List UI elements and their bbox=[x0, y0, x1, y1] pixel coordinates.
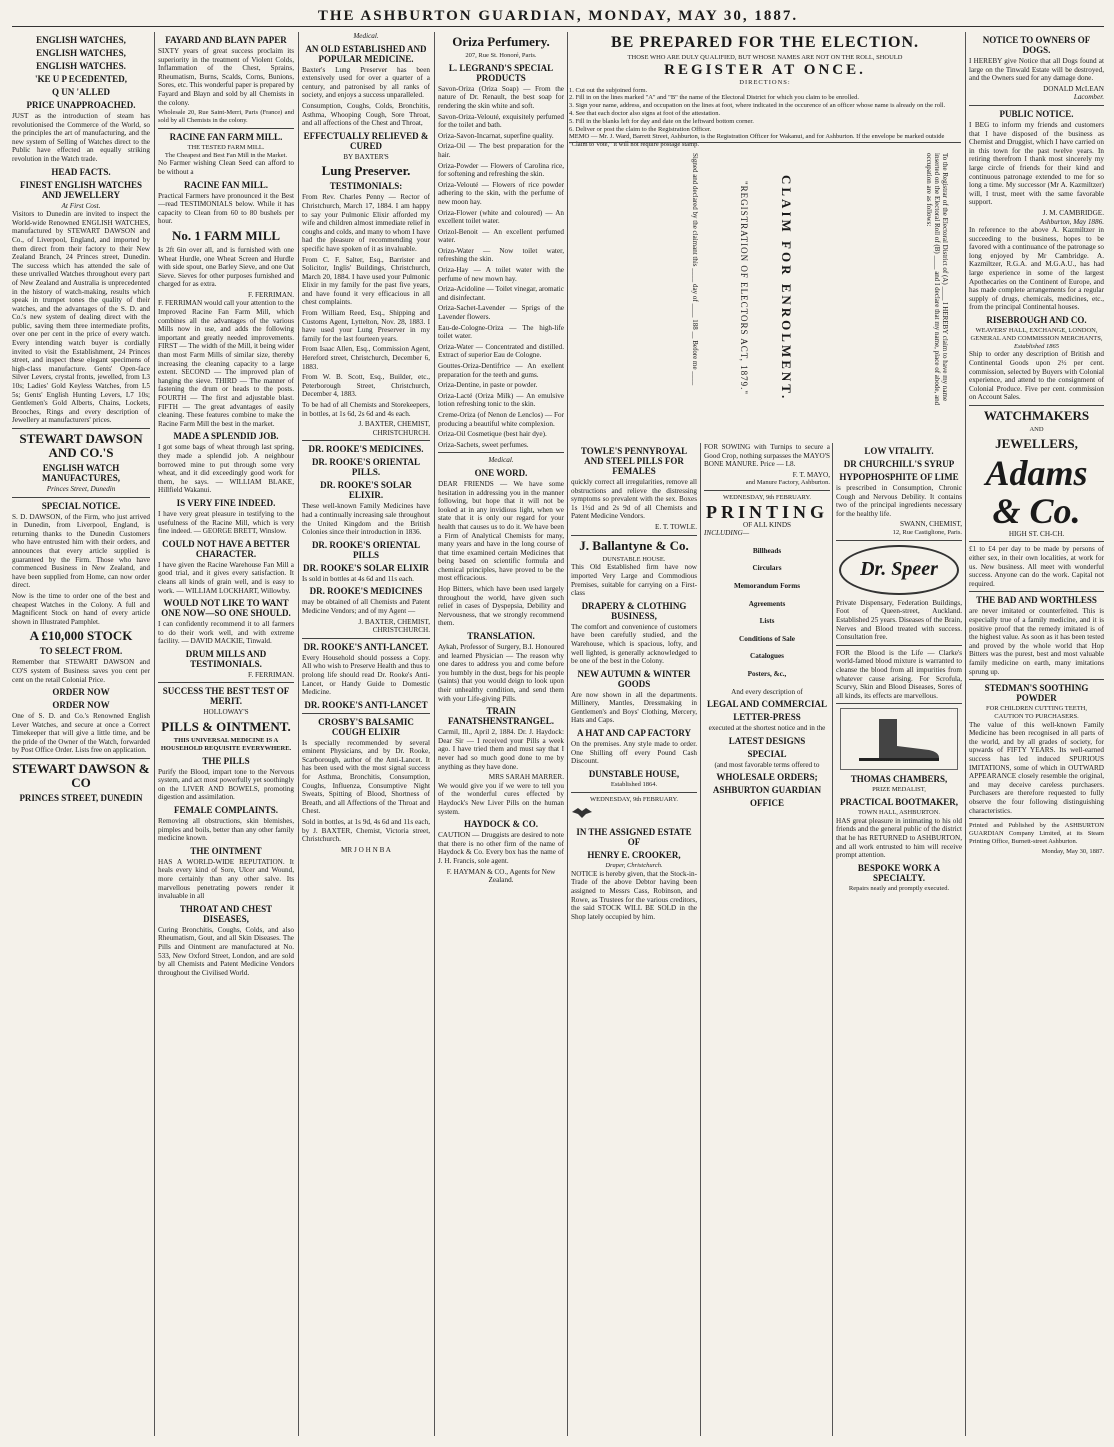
paragraph: I have very great pleasure in testifying to the usefulness of the Racine Mill, which is very fine indeed. — GEORGE BRETT, Winslow. bbox=[158, 509, 294, 536]
heading: STEWART DAWSON & CO bbox=[12, 761, 150, 791]
signature: and Manure Factory, Ashburton. bbox=[745, 479, 830, 487]
enrolment-form bbox=[569, 142, 961, 433]
form-attestation: Signed and declared by the claimant this ____ day of ____ 188 __ Before me ____ bbox=[691, 153, 699, 386]
paragraph: S. D. DAWSON, of the Firm, who just arrived in Dunedin, from Liverpool, England, is returning thanks to the Dunedin Customers who have entrusted him with their orders, and announces that every article supplied is guaranteed by the Firm. Those who have commenced Business in New Zealand, and have been supplied from Home, can now order direct. bbox=[12, 512, 150, 590]
paragraph: I have given the Racine Warehouse Fan Mill a good trial, and it gives every satisfaction. It cleans all kinds of grain well, and is easy to work. — WILLIAM LOCKHART, Willowby. bbox=[158, 560, 294, 595]
paragraph: Purify the Blood, impart tone to the Nervous system, and act most powerfully yet soothingly on the LIVER AND BOWELS, promoting digestion and assimilation. bbox=[158, 767, 294, 802]
heading: DR. ROOKE'S ANTI-LANCET. bbox=[303, 641, 429, 652]
heading: STEWART DAWSON AND CO.'S bbox=[19, 431, 143, 460]
paragraph: is prescribed in Consumption, Chronic Cough and Nervous Debility. It contains two of the principal ingredients necessary for the healthy life. bbox=[836, 484, 962, 518]
product-item: Oriza-Powder — Flowers of Carolina rice, for softening and refreshing the skin. bbox=[438, 161, 564, 179]
paragraph: Aykah, Professor of Surgery, B.I. Honoured and learned Physician — The reason why one dares to address you and come before you humbly in the dust, begs for his people (saints) that you would deign to look upon their unhealthy condition, and send them with your Life-giving Pills. bbox=[438, 643, 564, 703]
paragraph: CAUTION — Druggists are desired to note that there is no other firm of the name of Haydock & Co. Every box has the name of J. H. Francis, sole agent. bbox=[438, 831, 564, 865]
column-perfumery bbox=[438, 32, 564, 1436]
direction-step: 2. Fill in on the lines marked "A" and "B" the name of the Electoral District for which you claim to be enrolled. bbox=[569, 94, 860, 102]
subheading: WEAVERS' HALL, EXCHANGE, LONDON, bbox=[975, 327, 1098, 335]
heading: MADE A SPLENDID JOB. bbox=[173, 431, 279, 442]
heading: AN OLD ESTABLISHED AND POPULAR MEDICINE. bbox=[305, 43, 427, 64]
paragraph: Now is the time to order one of the best and cheapest Watches in the Colony. A full and Magnificent Stock on hand of every article shown in Illustrated Pamphlet. bbox=[12, 591, 150, 626]
election-title: BE PREPARED FOR THE ELECTION. bbox=[610, 34, 919, 51]
paragraph: I HEREBY give Notice that all Dogs found at large on the Tinwald Estate will be destroyed, and the Owners sued for any damage done. bbox=[969, 57, 1104, 83]
subheading: THIS UNIVERSAL MEDICINE IS A HOUSEHOLD REQUISITE EVERYWHERE. bbox=[160, 737, 292, 752]
heading: CROSBY'S BALSAMIC COUGH ELIXIR bbox=[318, 716, 414, 737]
subheading: Draper, Christchurch. bbox=[605, 862, 663, 870]
heading: DR. ROOKE'S SOLAR ELIXIR bbox=[302, 562, 430, 573]
imprint-date: Monday, May 30, 1887. bbox=[1041, 847, 1104, 855]
printing-kind: Catalogues bbox=[750, 652, 784, 661]
adams-logo: Adams & Co. bbox=[985, 452, 1088, 531]
product-item: Oriza-Oil — The best preparation for the hair. bbox=[438, 142, 564, 159]
subheading: TESTIMONIALS: bbox=[329, 181, 403, 192]
product-item: Eau-de-Cologne-Oriza — The high-life toilet water. bbox=[438, 323, 564, 341]
heading: ORDER NOW bbox=[52, 700, 110, 711]
heading: ENGLISH WATCHES, bbox=[36, 48, 126, 58]
subheading: THE PILLS bbox=[202, 755, 250, 766]
subheading: THE TESTED FARM MILL. bbox=[187, 143, 265, 151]
column-watches bbox=[12, 32, 150, 1436]
subheading: 'KE U P ECEDENTED, bbox=[34, 74, 128, 84]
paragraph: £1 to £4 per day to be made by persons of either sex, in their own localities, at work for us. New business. All meet with wonderful success. Anyone can do the work. Capital not required. bbox=[969, 545, 1104, 588]
paragraph: Is sold in bottles at 4s 6d and 11s each. bbox=[302, 574, 414, 583]
heading: ENGLISH WATCHES, bbox=[36, 35, 126, 45]
subheading: BY BAXTER'S bbox=[343, 152, 389, 161]
signature: F. FERRIMAN. bbox=[248, 670, 294, 679]
paragraph: These well-known Family Medicines have had a continually increasing sale throughout the United Kingdom and the British Colonies since their introduction in 1836. bbox=[302, 502, 430, 537]
paragraph: Visitors to Dunedin are invited to inspect the World-wide Renowned ENGLISH WATCHES, manufactured by STEWART DAWSON and Co., of Liverpool, England, and imported by them direct from their factory to their New Zealand Branch, 24 Princes street, Dunedin. The success which has attended the sale of these unrivalled Watches throughout every part of New Zealand and Australia is unprecedented in the history of watch-making, results which speak in trumpet tones the quality of their watches, and the advantages of the S. D. and Co.'s new system of dealing direct with the public, saving them three intermediate profits, over one per cent in the price of every watch. Every intending watch buyer is cordially invited to visit the Establishment, 24 Princes street, and inspect these elegant specimens of high-class manufacture. Gents' Open-face Silver Levers, crystal fronts, jewelled, from L3 10s; Ladies' Gold Keyless Watches, from L5 5s; Gents' English Hunting Levers, L7 10s; Gentlemen's Gold Alberts, Chains, Lockets, Brooches, Rings and every description of Jewellery at manufacturers' prices. bbox=[12, 210, 150, 425]
column-farm-mill bbox=[158, 32, 294, 1436]
printing-kind: Billheads bbox=[752, 546, 782, 555]
heading: ORDER NOW bbox=[52, 687, 110, 698]
line: LETTER-PRESS bbox=[733, 712, 801, 723]
heading: RACINE FAN MILL. bbox=[183, 179, 269, 190]
paragraph: SIXTY years of great success proclaim its superiority in the treatment of Violent Colds, Inflammation of the Chest, Sprains, Rheumatism, Burns, Scalds, Corns, Bunions, Sores, etc. This wonderful paper is prepared by Fayard and Blayn and sold by all Chemists in the colony. bbox=[158, 47, 294, 107]
date-line: WEDNESDAY, 9th FEBRUARY. bbox=[722, 494, 811, 502]
signature: MR J O H N B A bbox=[341, 845, 391, 854]
printing-heading: PRINTING bbox=[705, 501, 828, 522]
line: And every description of bbox=[731, 687, 803, 696]
address: HIGH ST. CH-CH. bbox=[1008, 529, 1065, 538]
subheading: PRICE UNAPPROACHED. bbox=[26, 100, 136, 110]
line: LATEST DESIGNS bbox=[728, 735, 806, 746]
paragraph: To be had of all Chemists and Storekeepers, in bottles, at 1s 6d, 2s 6d and 4s each. bbox=[302, 401, 430, 418]
heading: FINEST ENGLISH WATCHES AND JEWELLERY bbox=[19, 179, 143, 200]
paragraph: may be obtained of all Chemists and Patent Medicine Vendors; and of my Agent — bbox=[302, 598, 430, 615]
printing-kind: Lists bbox=[759, 617, 775, 626]
heading: A HAT AND CAP FACTORY bbox=[576, 728, 692, 739]
heading: TRAIN FANATSHENSTRANGEL. bbox=[448, 706, 554, 727]
paragraph: No Farmer wishing Clean Seed can afford to be without a bbox=[158, 159, 294, 176]
product-list bbox=[438, 85, 564, 450]
paragraph: Is specially recommended by several eminent Physicians, and by Dr. Rooke, Scarborough, author of the Anti-Lancet. It has been used with the most signal success for Asthma, Bronchitis, Consumption, Coughs, Influenza, Consumptive Night Sweats, Spitting of Blood, Shortness of Breath, and all Affections of the Throat and Chest. bbox=[302, 738, 430, 816]
signature: 12, Rue Castiglione, Paris. bbox=[892, 528, 962, 536]
heading: IN THE ASSIGNED ESTATE OF bbox=[576, 827, 692, 848]
signature: SWANN, CHEMIST, bbox=[900, 520, 962, 529]
column-drapery bbox=[571, 443, 697, 1436]
paragraph: I BEG to inform my friends and customers that I have disposed of the business as Chemist and Druggist, which I have carried on in this town for the past twelve years. In retiring therefrom I thank most sincerely my large circle of friends for their kind and continuous patronage extended to me for so long a time. My successor (Mr A. Kazmiltzer) will, I trust, meet with the same favorable support. bbox=[969, 120, 1104, 207]
subheading: THE OINTMENT bbox=[190, 845, 262, 856]
paragraph: From W. B. Scott, Esq., Builder, etc., Peterborough Street, Christchurch, December 4, 1883. bbox=[302, 373, 430, 399]
product-item: Oriza-Oil Cosmetique (best hair dye). bbox=[438, 430, 547, 439]
subheading: Repairs neatly and promptly executed. bbox=[848, 884, 950, 892]
boot-icon bbox=[849, 714, 949, 764]
heading: Lung Preserver. bbox=[321, 163, 411, 179]
paragraph: Hop Bitters, which have been used largely throughout the world, have given such relief in cases of Dyspepsia, Debility and Nervousness, that we strongly recommend them. bbox=[438, 585, 564, 628]
product-item: Orizo-Water — Now toilet water, refreshing the skin. bbox=[438, 246, 564, 264]
heading: ENGLISH WATCHES. bbox=[36, 61, 126, 71]
heading: DR. ROOKE'S ANTI-LANCET bbox=[304, 699, 428, 710]
directions-heading: DIRECTIONS: bbox=[739, 78, 791, 86]
newspaper-page bbox=[12, 8, 1104, 1440]
election-intro: THOSE WHO ARE DULY QUALIFIED, BUT WHOSE NAMES ARE NOT ON THE ROLL, SHOULD bbox=[627, 54, 903, 61]
paragraph: From C. F. Salter, Esq., Barrister and Solicitor, Inglis' Buildings, Christchurch, March 20, 1884. I have used your Pulmonic Elixir in my family for the past five years, and have found it very efficacious in all chest complaints. bbox=[302, 255, 430, 307]
direction-step: 1. Cut out the subjoined form. bbox=[569, 86, 648, 94]
direction-step: 5. Fill in the blanks left for day and date on the leftward bottom corner. bbox=[569, 117, 754, 125]
line: OFFICE bbox=[749, 798, 784, 809]
subheading: TO SELECT FROM. bbox=[39, 646, 123, 657]
subheading: Established 1864. bbox=[610, 780, 658, 788]
subheading: AND bbox=[1029, 425, 1044, 433]
form-subtitle: "REGISTRATION OF ELECTORS ACT, 1879." bbox=[739, 180, 749, 396]
heading: DRAPERY & CLOTHING BUSINESS, bbox=[581, 600, 687, 621]
line: SPECIAL bbox=[747, 748, 787, 759]
product-item: Oriza-Water — Concentrated and distilled. Extract of superior Eau de Cologne. bbox=[438, 342, 564, 360]
paragraph: Wholesale 20, Rue Saint-Merri, Paris (France) and sold by all Chemists in the colony. bbox=[158, 109, 294, 124]
heading: WOULD NOT LIKE TO WANT ONE NOW—SO ONE SHOULD. bbox=[161, 598, 291, 619]
paragraph: HAS great pleasure in intimating to his old friends and the general public of the district that he has RETURNED to ASHBURTON, and all work entrusted to him will receive prompt attention. bbox=[836, 816, 962, 860]
direction-step: 3. Sign your name, address, and occupation on the lines at foot, where indicated in the occurence of an officer whose name is already on the roll. bbox=[569, 102, 946, 110]
paragraph: Private Dispensary, Federation Buildings, Foot of Queen-street, Auckland. Established 25 years. Diseases of the Brain, Nerves and Blood treated with success. Consultation free. bbox=[836, 598, 962, 642]
signature: F. FERRIMAN. bbox=[248, 290, 294, 299]
paragraph: Are now shown in all the departments. Millinery, Mantles, Dressmaking in Gentlemen's and Boys' Clothing, Mercery, Hats and Caps. bbox=[571, 690, 697, 725]
election-notice bbox=[569, 32, 961, 437]
paragraph: Sold in bottles, at 1s 9d, 4s 6d and 11s each, by J. BAXTER, Chemist, Victoria street, Christchurch. bbox=[302, 818, 430, 844]
paragraph: DEAR FRIENDS — We have some hesitation in addressing you in the manner following, but hope that it will not be looked at in any invidious light, when we state that it is only our regard for your health that causes us to do it. We have been a Firm of Analytical Chemists for many, many years and have in the long course of that time examined certain Medicines that being based on scientific formula and chemical principles, have proved to be the most efficacious. bbox=[438, 479, 564, 583]
heading: DR CHURCHILL'S SYRUP bbox=[843, 459, 955, 469]
masthead: THE ASHBURTON GUARDIAN, MONDAY, MAY 30, 1887. bbox=[12, 8, 1104, 27]
address: Princes Street, Dunedin bbox=[46, 485, 116, 493]
paragraph: JUST as the introduction of steam has revolutionised the Commerce of the World, so the principles the art of manufacturing, and the new system of Selling of Watches direct to the Public have effected an equally striking revolution in the Watch trade. bbox=[12, 112, 150, 163]
paragraph: are never imitated or counterfeited. This is especially true of a family medicine, and it is positive proof that the remedy imitated is of the highest value. As soon as it has been tested and proved by the whole world that Hop Bitters was the purest, best and most valuable family medicine on earth, many imitations sprung up. bbox=[969, 607, 1104, 676]
heading: DR. ROOKE'S MEDICINES. bbox=[308, 444, 424, 455]
subheading: DUNSTABLE HOUSE. bbox=[602, 555, 666, 563]
paragraph: FOR the Blood is the Life — Clarke's world-famed blood mixture is warranted to cleanse the blood from all impurities from whatever cause arising. For Scrofula, Scurvy, Skin and Blood Diseases, Sores of all kinds, its effects are marvellous. bbox=[836, 648, 962, 700]
signature: DONALD McLEAN bbox=[1043, 84, 1104, 93]
paragraph: From Rev. Charles Penny — Rector of Christchurch, March 17, 1884. I am happy to say your Pulmonic Elixir afforded my wife and children almost immediate relief in coughs and colds, and many to whom I have had the pleasure of recommending your specific have spoken of it as invaluable. bbox=[302, 193, 430, 253]
paragraph: Baxter's Lung Preserver has been extensively used for over a quarter of a century, and patronised by all ranks of society, and enjoys a success unparalleled. bbox=[302, 65, 430, 100]
signature: Ashburton, May 1886. bbox=[1039, 217, 1104, 226]
paragraph: Removing all obstructions, skin blemishes, pimples and boils, better than any other family medicine known. bbox=[158, 817, 294, 843]
signature: E. T. TOWLE. bbox=[655, 522, 697, 531]
subheading: FEMALE COMPLAINTS. bbox=[173, 805, 278, 816]
printing-kind: Conditions of Sale bbox=[739, 634, 795, 643]
line: WHOLESALE ORDERS; bbox=[716, 772, 818, 783]
subheading: Established 1865 bbox=[1014, 342, 1059, 350]
heading: DR. ROOKE'S ORIENTAL PILLS bbox=[311, 539, 421, 560]
subheading: FOR CHILDREN CUTTING TEETH, bbox=[986, 705, 1087, 713]
product-item: Oriza-Savon-Incarnat, superfine quality. bbox=[438, 131, 554, 140]
paragraph: Practical Farmers have pronounced it the Best—read TESTIMONIALS below. While it has capacity to Clean from 60 to 80 bushels per hour. bbox=[158, 191, 294, 226]
product-item: Oriza-Flower (white and coloured) — An excellent toilet water. bbox=[438, 208, 564, 226]
product-item: Orizol-Benoit — An excellent perfumed water. bbox=[438, 227, 564, 245]
subheading: Q UN 'ALLED bbox=[51, 87, 110, 97]
subheading: OF ALL KINDS bbox=[742, 520, 792, 529]
address: 207, Rue St. Honoré, Paris. bbox=[465, 52, 537, 59]
heading: TOWLE'S PENNYROYAL AND STEEL PILLS FOR FEMALES bbox=[580, 446, 688, 476]
column-low-vitality bbox=[836, 443, 962, 1436]
heading: SPECIAL NOTICE. bbox=[41, 500, 121, 511]
heading: WATCHMAKERS bbox=[983, 407, 1090, 423]
register-heading: REGISTER AT ONCE. bbox=[664, 61, 866, 78]
heading: FAYARD AND BLAYN PAPER bbox=[165, 35, 287, 45]
product-item: Savon-Oriza (Oriza Soap) — From the nature of Dr. Renault, the best soap for rendering the skin white and soft. bbox=[438, 84, 564, 110]
paragraph: quickly correct all irregularities, remove all obstructions and relieve the distressing symptoms so prevalent with the sex. Boxes 1s 1½d and 2s 9d of all Chemists and Patent Medicine Vendors. bbox=[571, 478, 697, 521]
heading: Oriza Perfumery. bbox=[452, 34, 550, 49]
paragraph: Ship to order any description of British and Continental Goods upon 2½ per cent. commission, selected by Buyers with Colonial experience, and attend to the consignment of Colonial Produce. Five per cent. commission on Account Sales. bbox=[969, 350, 1104, 402]
heading: IS VERY FINE INDEED. bbox=[176, 497, 276, 508]
printing-kind: Memorandum Forms bbox=[733, 581, 801, 590]
heading: THE BAD AND WORTHLESS bbox=[976, 595, 1097, 606]
printing-kind: Posters, &c., bbox=[747, 669, 787, 678]
bootmaker-illustration bbox=[840, 708, 958, 770]
paragraph: This Old Established firm have now imported Very Large and Commodious Premises, suitable for carrying on a First-class bbox=[571, 563, 697, 598]
heading: BESPOKE WORK A SPECIALTY. bbox=[857, 862, 941, 883]
heading: J. Ballantyne & Co. bbox=[579, 537, 689, 553]
paragraph: Carmil, Ill., April 2, 1884. Dr. J. Haydock: Dear Sir — I received your Pills a week ago. I have tried them and must say that I never had so much good done to me by anything as they have done. bbox=[438, 728, 564, 771]
memo: MEMO — Mr. J. Ward, Barrett Street, Ashburton, is the Registration Officer for Wakanui, and for Ashburton. If the envelope be marked outside "Claim to Vote," it will not require postage stamp. bbox=[569, 133, 945, 149]
heading: NEW AUTUMN & WINTER GOODS bbox=[577, 668, 691, 689]
paragraph: Every Household should possess a Copy. All who wish to Preserve Health and thus to prolong life should read Dr. Rooke's Anti-Lancet, or Handy Guide to Domestic Medicine. bbox=[302, 653, 430, 697]
column-notices bbox=[969, 32, 1104, 1436]
product-item: Oriza-Sachets, sweet perfumes. bbox=[438, 440, 529, 449]
section-label: Medical. bbox=[353, 32, 379, 40]
paragraph: One of S. D. and Co.'s Renowned English Lever Watches, and secure at once a Correct Timekeeper that will give a little time, and be the pride of the Owner of the Watch, forwarded by Post Office Order. Lists free on application. bbox=[12, 712, 150, 755]
signature: MRS SARAH MARRER. bbox=[488, 773, 564, 782]
paragraph: Consumption, Coughs, Colds, Bronchitis, Asthma, Whooping Cough, Sore Throat, and all affections of the Chest and Throat, bbox=[302, 101, 430, 128]
paragraph: In reference to the above A. Kazmiltzer in succeeding to the business, hopes to be favored with a continuance of the patronage so long enjoyed by Mr Cambridge. A. Kazmiltzer, R.G.A. and M.G.A.U., has had large experience in some of the largest Apothecaries on the Continent of Europe, and has made complete arrangements for a regular supply of drugs, chemicals, medicines, etc., from the principal Continental houses. bbox=[969, 226, 1104, 312]
heading: COULD NOT HAVE A BETTER CHARACTER. bbox=[162, 538, 290, 559]
heading: SUCCESS THE BEST TEST OF MERIT. bbox=[162, 686, 290, 707]
paragraph: From William Reed, Esq., Shipping and Customs Agent, Lyttelton, Nov. 28, 1883. I have used your Lung Preserver in my family for the last fourteen years. bbox=[302, 309, 430, 343]
eagle-icon bbox=[571, 805, 593, 819]
heading: No. 1 FARM MILL bbox=[171, 227, 281, 243]
directions-list bbox=[569, 87, 961, 134]
address: PRINCES STREET, DUNEDIN bbox=[19, 793, 143, 804]
subheading: THROAT AND CHEST DISEASES, bbox=[179, 903, 273, 924]
paragraph: Is 2ft 6in over all, and is furnished with one Wheat Hurdle, one Wheat Screen and Hurdle with side spout, one Barley Sieve, and one Oat Sieve. Sieves for other purposes furnished and charged for as extra. bbox=[158, 245, 294, 289]
heading: THOMAS CHAMBERS, bbox=[850, 774, 948, 785]
line: ASHBURTON GUARDIAN bbox=[712, 785, 822, 796]
paragraph: HAS A WORLD-WIDE REPUTATION. It heals every kind of Sore, Ulcer and Wound, more certainly than any other salve. Its marvellous penetrating powers render it invaluable in all bbox=[158, 857, 294, 901]
product-item: Oriza-Acidoline — Toilet vinegar, aromatic and disinfectant. bbox=[438, 285, 564, 302]
heading: PUBLIC NOTICE. bbox=[999, 108, 1074, 119]
heading: DRUM MILLS AND TESTIMONIALS. bbox=[185, 648, 267, 669]
form-claim: To the Registrar of the Electoral District of (A) ____ I HEREBY claim to have my name inserted on the Electoral Roll of (B) ____ and I declare that my name, place of abode, and occupation are as follows: bbox=[925, 153, 949, 406]
subheading: PRIZE MEDALIST, bbox=[872, 786, 926, 794]
heading: DR. ROOKE'S SOLAR ELIXIR. bbox=[320, 480, 412, 501]
paragraph: On the premises. Any style made to order. One Shilling off every Pound Cash Discount. bbox=[571, 740, 697, 766]
product-item: Oriza-Velouté — Flowers of rice powder adhering to the skin, with the perfume of new moon hay. bbox=[438, 180, 564, 206]
line: LEGAL AND COMMERCIAL bbox=[706, 699, 827, 710]
subheading: INCLUDING— bbox=[704, 529, 750, 538]
paragraph: NOTICE is hereby given, that the Stock-in-Trade of the above Debtor having been assigned to Messrs Cass, Robinson, and Rowe, as Trustees for the various creditors, the said STOCK WILL BE SOLD in the Shop lately occupied by him. bbox=[571, 869, 697, 921]
dr-speer-logo: Dr. Speer bbox=[839, 545, 959, 595]
heading: DUNSTABLE HOUSE, bbox=[588, 768, 680, 779]
subheading: ENGLISH WATCH MANUFACTURES, bbox=[41, 463, 121, 483]
signature: J. M. CAMBRIDGE. bbox=[1042, 208, 1104, 217]
heading: HYPOPHOSPHITE OF LIME bbox=[839, 472, 959, 482]
product-item: Oriza-Lacté (Oriza Milk) — An emulsive lotion refreshing tonic to the skin. bbox=[438, 391, 564, 409]
imprint: Printed and Published by the ASHBURTON GUARDIAN Company Limited, at its Steam Printing Office, Burnett-street Ashburton. bbox=[969, 822, 1104, 845]
signature: F. T. MAYO, bbox=[792, 470, 830, 479]
product-item: Oriza-Dentine, in paste or powder. bbox=[438, 381, 538, 390]
subheading: CAUTION TO PURCHASERS. bbox=[994, 712, 1079, 720]
paragraph: Curing Bronchitis, Coughs, Colds, and also Rheumatism, Gout, and all Skin Diseases. The Pills and Ointment are manufactured at No. 533, New Oxford Street, London, and are sold by all Chemists and Patent Medicine Vendors throughout the Civilised World. bbox=[158, 925, 294, 977]
heading: DR. ROOKE'S MEDICINES bbox=[309, 586, 423, 597]
heading: LOW VITALITY. bbox=[864, 446, 934, 456]
subheading: HOLLOWAY'S bbox=[203, 708, 249, 717]
column-medical bbox=[302, 32, 430, 1436]
heading: NOTICE TO OWNERS OF DOGS. bbox=[982, 35, 1091, 55]
product-item: Oriza-Hay — A toilet water with the perfume of new mown hay. bbox=[438, 266, 564, 283]
paragraph: F. FERRIMAN would call your attention to the Improved Racine Fan Farm Mill, which combines all the advantages of the various Mills now in use, and adds the following important and greatly needed improvements. FIRST — The width of the Mill, it being wider than most Farm Mills of similar size, thereby increasing the cleaning capacity to a large extent. SECOND — The improved plan of hanging the sieve. THIRD — The manner of fastening the drum or heads to the posts. FOURTH — The first and adjustable blast. FIFTH — The great advantages of easily cleaning. These features combine to make the Racine Farm Mill the best in the market. bbox=[158, 299, 294, 428]
printing-list bbox=[704, 547, 830, 679]
product-item: Oriza-Sachet-Lavender — Sprigs of the Lavender flowers. bbox=[438, 304, 564, 322]
product-item: Creme-Oriza (of Nenon de Lenclos) — For producing a beautiful white complexion. bbox=[438, 410, 564, 428]
paragraph: I can confidently recommend it to all farmers to do their work well, and with extreme facility. — DAVID MACKIE, Tinwald. bbox=[158, 620, 294, 646]
heading: EFFECTUALLY RELIEVED & CURED bbox=[303, 130, 429, 151]
paragraph: The comfort and convenience of customers have been carefully studied, and the Warehouse, which is spacious, lofty, and well lighted, is generally acknowledged to be one of the best in the Colony. bbox=[571, 622, 697, 666]
line: executed at the shortest notice and in the bbox=[708, 724, 826, 733]
printing-kind: Agreements bbox=[748, 599, 786, 608]
heading: JEWELLERS, bbox=[995, 435, 1078, 451]
form-title: CLAIM FOR ENROLMENT. bbox=[779, 174, 794, 402]
heading: HEAD FACTS. bbox=[51, 166, 111, 177]
product-item: Savon-Oriza-Velouté, exquisitely perfumed for the toilet and bath. bbox=[438, 112, 564, 130]
heading: RACINE FAN FARM MILL. bbox=[169, 131, 283, 142]
paragraph: FOR SOWING with Turnips to secure a Good Crop, nothing surpasses the MAYO'S BONE MANURE. Price — L8. bbox=[704, 443, 830, 469]
printing-kind: Circulars bbox=[752, 564, 782, 573]
column-printing bbox=[704, 443, 830, 1436]
paragraph: I got some bags of wheat through last spring, they made a splendid job. A neighbour borrowed mine to put through some very wheat, and it did exceedingly good work for them, he says. — WILLIAM BLAKE, Hillfield Wakanui. bbox=[158, 443, 294, 495]
product-item: Gouttes-Oriza-Dentifrice — An exellent preparation for the teeth and gums. bbox=[438, 362, 564, 379]
signature: F. HAYMAN & CO., Agents for New Zealand. bbox=[446, 867, 556, 885]
subheading: At First Cost. bbox=[61, 201, 101, 210]
heading: STEDMAN'S SOOTHING POWDER bbox=[984, 683, 1089, 704]
paragraph: We would give you if we were to tell you of the wonderful cures effected by Haydock's New Liver Pills on the human system. bbox=[438, 781, 564, 816]
direction-step: 4. See that each doctor also signs at foot of the attestation. bbox=[569, 109, 721, 117]
subheading: The Cheapest and Best Fan Mill in the Market. bbox=[164, 151, 288, 159]
subheading: GENERAL AND COMMISSION MERCHANTS, bbox=[970, 334, 1103, 342]
section-label: Medical. bbox=[488, 456, 514, 465]
paragraph: From Isaac Allen, Esq., Commission Agent, Hereford street, Christchurch, December 6, 1883. bbox=[302, 345, 430, 371]
direction-step: 6. Deliver or post the claim to the Registration Officer. bbox=[569, 125, 712, 133]
heading: DR. ROOKE'S ORIENTAL PILLS. bbox=[311, 457, 421, 478]
heading: RISEBROUGH AND CO. bbox=[986, 315, 1087, 326]
heading: TRANSLATION. bbox=[467, 631, 535, 642]
heading: ONE WORD. bbox=[474, 467, 528, 478]
heading: HENRY E. CROOKER, bbox=[587, 850, 681, 861]
signature: Lacomber. bbox=[1073, 93, 1104, 102]
heading: PILLS & OINTMENT. bbox=[161, 719, 291, 735]
signature: J. BAXTER, CHEMIST, CHRISTCHURCH. bbox=[358, 420, 430, 437]
heading: HAYDOCK & CO. bbox=[464, 819, 538, 830]
paragraph: Remember that STEWART DAWSON and CO'S system of Business saves you cent per cent on the retail Colonial Price. bbox=[12, 658, 150, 684]
heading: A £10,000 STOCK bbox=[29, 628, 133, 644]
subheading: TOWN HALL, ASHBURTON. bbox=[857, 809, 941, 817]
heading: L. LEGRAND'S SPECIAL PRODUCTS bbox=[448, 62, 554, 83]
date-line: WEDNESDAY, 9th FEBRUARY. bbox=[589, 795, 678, 803]
paragraph: The value of this well-known Family Medicine has been recognised in all parts of the world, and by all grades of society, for upwards of FIFTY YEARS. Its well-earned success has led induced SPURIOUS IMITATIONS, some of which in OUTWARD APPEARANCE closely resemble the original, and may deceive careless purchasers. Purchasers are therefore requested to fully observe the four following distinguishing characteristics. bbox=[969, 720, 1104, 815]
signature: J. BAXTER, CHEMIST, CHRISTCHURCH. bbox=[358, 617, 430, 635]
heading: PRACTICAL BOOTMAKER, bbox=[839, 797, 958, 808]
line: (and most favorable terms offered to bbox=[714, 760, 820, 769]
